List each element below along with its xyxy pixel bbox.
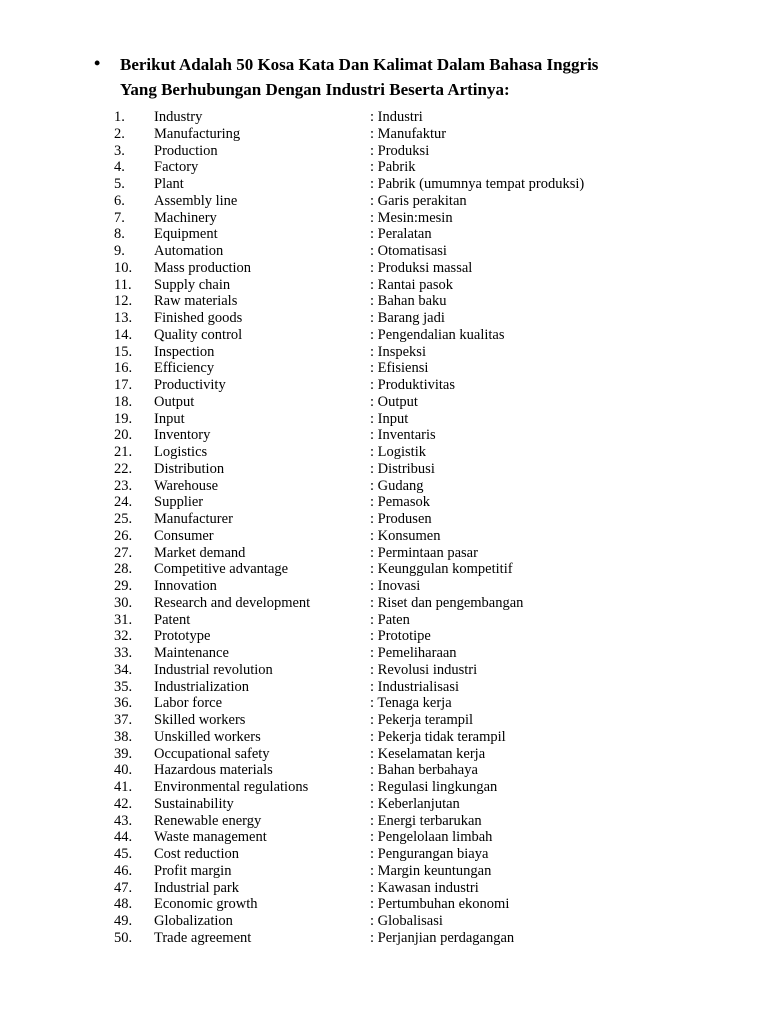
vocabulary-number: 30.	[114, 594, 133, 611]
vocabulary-row	[0, 327, 768, 344]
vocabulary-number: 23.	[114, 477, 133, 494]
vocabulary-row	[0, 561, 768, 578]
vocabulary-number: 37.	[114, 712, 133, 728]
vocabulary-meaning: : Efisiensi	[370, 360, 429, 377]
vocabulary-number: 47.	[114, 879, 133, 896]
vocabulary-term: Output	[154, 393, 195, 410]
vocabulary-meaning: : Pemeliharaan	[370, 645, 457, 661]
vocabulary-term: Finished goods	[154, 310, 243, 326]
vocabulary-number: 26.	[114, 527, 133, 544]
vocabulary-meaning: : Produsen	[370, 511, 432, 527]
vocabulary-meaning: : Pekerja terampil	[370, 712, 474, 728]
vocabulary-row	[0, 528, 768, 545]
heading-title	[120, 52, 598, 102]
vocabulary-row	[0, 896, 768, 913]
vocabulary-number: 14.	[114, 326, 133, 343]
vocabulary-term: Profit margin	[154, 862, 232, 879]
vocabulary-meaning: : Bahan berbahaya	[370, 762, 478, 779]
vocabulary-meaning: : Konsumen	[370, 527, 441, 544]
vocabulary-meaning: : Pengelolaan limbah	[370, 829, 493, 846]
vocabulary-meaning: : Pemasok	[370, 494, 431, 511]
vocabulary-term: Industrialization	[154, 678, 250, 695]
vocabulary-term: Supplier	[154, 494, 204, 511]
vocabulary-meaning: : Pengendalian kualitas	[370, 326, 505, 343]
vocabulary-term: Efficiency	[154, 360, 215, 377]
vocabulary-number: 43.	[114, 812, 133, 829]
vocabulary-meaning: : Otomatisasi	[370, 243, 447, 259]
vocabulary-row	[0, 243, 768, 260]
vocabulary-term: Inspection	[154, 343, 215, 360]
vocabulary-row	[0, 796, 768, 813]
vocabulary-row	[0, 109, 768, 126]
vocabulary-term: Equipment	[154, 226, 218, 243]
vocabulary-meaning: : Keselamatan kerja	[370, 745, 486, 762]
vocabulary-term: Market demand	[154, 544, 246, 561]
vocabulary-meaning: : Perjanjian perdagangan	[370, 929, 515, 946]
vocabulary-row	[0, 813, 768, 830]
vocabulary-row	[0, 545, 768, 562]
vocabulary-row	[0, 260, 768, 277]
vocabulary-meaning: : Produksi	[370, 142, 430, 159]
vocabulary-term: Automation	[154, 243, 224, 259]
vocabulary-row	[0, 880, 768, 897]
vocabulary-meaning: : Produksi massal	[370, 259, 473, 276]
vocabulary-meaning: : Gudang	[370, 477, 424, 494]
vocabulary-term: Environmental regulations	[154, 779, 309, 795]
heading-line-1: Berikut Adalah 50 Kosa Kata Dan Kalimat Dalam Bahasa Inggris	[120, 55, 599, 74]
vocabulary-row	[0, 578, 768, 595]
vocabulary-row	[0, 729, 768, 746]
vocabulary-meaning: : Distribusi	[370, 460, 435, 477]
vocabulary-number: 28.	[114, 561, 133, 578]
vocabulary-row	[0, 226, 768, 243]
vocabulary-number: 49.	[114, 913, 133, 929]
vocabulary-row	[0, 628, 768, 645]
vocabulary-meaning: : Revolusi industri	[370, 661, 478, 678]
vocabulary-term: Inventory	[154, 427, 211, 444]
vocabulary-row	[0, 612, 768, 629]
vocabulary-row	[0, 277, 768, 294]
vocabulary-number: 40.	[114, 762, 133, 779]
vocabulary-number: 20.	[114, 427, 133, 444]
heading-line-2: Yang Berhubungan Dengan Industri Beserta Artinya:	[120, 80, 510, 99]
vocabulary-meaning: : Regulasi lingkungan	[370, 779, 498, 795]
vocabulary-term: Supply chain	[154, 276, 231, 293]
vocabulary-number: 41.	[114, 779, 133, 795]
vocabulary-number: 29.	[114, 578, 133, 594]
vocabulary-term: Distribution	[154, 460, 225, 477]
vocabulary-row	[0, 377, 768, 394]
vocabulary-number: 7.	[114, 209, 125, 226]
vocabulary-number: 13.	[114, 310, 133, 326]
vocabulary-term: Prototype	[154, 628, 211, 645]
vocabulary-number: 36.	[114, 695, 133, 712]
vocabulary-meaning: : Manufaktur	[370, 125, 447, 142]
vocabulary-term: Consumer	[154, 527, 214, 544]
vocabulary-meaning: : Industri	[370, 109, 423, 125]
vocabulary-term: Waste management	[154, 829, 267, 846]
vocabulary-number: 32.	[114, 628, 133, 645]
vocabulary-term: Hazardous materials	[154, 762, 273, 779]
vocabulary-meaning: : Inventaris	[370, 427, 436, 444]
vocabulary-meaning: : Mesin:mesin	[370, 209, 453, 226]
vocabulary-meaning: : Input	[370, 410, 409, 427]
vocabulary-meaning: : Pekerja tidak terampil	[370, 728, 506, 745]
vocabulary-meaning: : Margin keuntungan	[370, 862, 492, 879]
vocabulary-row	[0, 394, 768, 411]
vocabulary-row	[0, 193, 768, 210]
vocabulary-number: 42.	[114, 795, 133, 812]
vocabulary-row	[0, 159, 768, 176]
vocabulary-number: 45.	[114, 846, 133, 862]
vocabulary-term: Research and development	[154, 594, 311, 611]
vocabulary-meaning: : Rantai pasok	[370, 276, 453, 293]
vocabulary-number: 21.	[114, 444, 133, 460]
vocabulary-term: Mass production	[154, 259, 252, 276]
vocabulary-row	[0, 344, 768, 361]
bullet-marker: •	[94, 53, 101, 73]
vocabulary-row	[0, 863, 768, 880]
vocabulary-row	[0, 712, 768, 729]
vocabulary-row	[0, 143, 768, 160]
vocabulary-number: 19.	[114, 410, 133, 427]
vocabulary-row	[0, 746, 768, 763]
vocabulary-meaning: : Keunggulan kompetitif	[370, 561, 513, 578]
vocabulary-number: 9.	[114, 243, 125, 259]
vocabulary-number: 46.	[114, 862, 133, 879]
vocabulary-term: Plant	[154, 176, 184, 192]
vocabulary-number: 35.	[114, 678, 133, 695]
vocabulary-number: 22.	[114, 460, 133, 477]
vocabulary-number: 18.	[114, 393, 133, 410]
vocabulary-term: Cost reduction	[154, 846, 239, 862]
vocabulary-meaning: : Prototipe	[370, 628, 431, 645]
vocabulary-term: Factory	[154, 159, 199, 176]
vocabulary-meaning: : Globalisasi	[370, 913, 443, 929]
vocabulary-number: 17.	[114, 377, 133, 393]
vocabulary-meaning: : Keberlanjutan	[370, 795, 460, 812]
vocabulary-meaning: : Tenaga kerja	[370, 695, 452, 712]
vocabulary-meaning: : Garis perakitan	[370, 192, 467, 209]
vocabulary-meaning: : Inovasi	[370, 578, 421, 594]
vocabulary-meaning: : Pertumbuhan ekonomi	[370, 896, 510, 913]
vocabulary-term: Renewable energy	[154, 812, 262, 829]
vocabulary-row	[0, 427, 768, 444]
vocabulary-term: Maintenance	[154, 645, 229, 661]
vocabulary-term: Raw materials	[154, 293, 238, 310]
vocabulary-number: 12.	[114, 293, 133, 310]
vocabulary-meaning: : Riset dan pengembangan	[370, 594, 524, 611]
vocabulary-row	[0, 494, 768, 511]
vocabulary-term: Industry	[154, 109, 203, 125]
vocabulary-term: Assembly line	[154, 192, 238, 209]
vocabulary-number: 15.	[114, 343, 133, 360]
vocabulary-number: 33.	[114, 645, 133, 661]
vocabulary-meaning: : Permintaan pasar	[370, 544, 478, 561]
vocabulary-row	[0, 595, 768, 612]
vocabulary-number: 8.	[114, 226, 125, 243]
vocabulary-row	[0, 762, 768, 779]
vocabulary-meaning: : Pengurangan biaya	[370, 846, 489, 862]
vocabulary-term: Sustainability	[154, 795, 234, 812]
vocabulary-number: 1.	[114, 109, 125, 125]
vocabulary-row	[0, 846, 768, 863]
vocabulary-number: 31.	[114, 611, 133, 628]
vocabulary-term: Production	[154, 142, 218, 159]
vocabulary-term: Economic growth	[154, 896, 258, 913]
vocabulary-list	[0, 109, 768, 947]
vocabulary-meaning: : Logistik	[370, 444, 426, 460]
vocabulary-number: 25.	[114, 511, 133, 527]
vocabulary-number: 44.	[114, 829, 133, 846]
vocabulary-row	[0, 679, 768, 696]
vocabulary-row	[0, 511, 768, 528]
vocabulary-number: 24.	[114, 494, 133, 511]
vocabulary-row	[0, 126, 768, 143]
vocabulary-term: Skilled workers	[154, 712, 246, 728]
vocabulary-term: Occupational safety	[154, 745, 270, 762]
vocabulary-number: 34.	[114, 661, 133, 678]
vocabulary-meaning: : Barang jadi	[370, 310, 445, 326]
vocabulary-term: Patent	[154, 611, 191, 628]
vocabulary-term: Machinery	[154, 209, 217, 226]
vocabulary-row	[0, 210, 768, 227]
vocabulary-number: 39.	[114, 745, 133, 762]
vocabulary-number: 50.	[114, 929, 133, 946]
vocabulary-row	[0, 310, 768, 327]
vocabulary-meaning: : Industrialisasi	[370, 678, 460, 695]
vocabulary-meaning: : Pabrik (umumnya tempat produksi)	[370, 176, 585, 192]
vocabulary-row	[0, 930, 768, 947]
vocabulary-meaning: : Paten	[370, 611, 410, 628]
vocabulary-term: Innovation	[154, 578, 217, 594]
vocabulary-meaning: : Output	[370, 393, 418, 410]
vocabulary-row	[0, 461, 768, 478]
vocabulary-row	[0, 913, 768, 930]
vocabulary-number: 5.	[114, 176, 125, 192]
vocabulary-term: Competitive advantage	[154, 561, 289, 578]
vocabulary-row	[0, 360, 768, 377]
vocabulary-meaning: : Peralatan	[370, 226, 432, 243]
vocabulary-number: 16.	[114, 360, 133, 377]
vocabulary-number: 2.	[114, 125, 125, 142]
vocabulary-term: Warehouse	[154, 477, 219, 494]
vocabulary-row	[0, 176, 768, 193]
vocabulary-row	[0, 293, 768, 310]
vocabulary-number: 4.	[114, 159, 125, 176]
vocabulary-number: 11.	[114, 276, 132, 293]
vocabulary-meaning: : Pabrik	[370, 159, 416, 176]
vocabulary-term: Logistics	[154, 444, 208, 460]
vocabulary-meaning: : Produktivitas	[370, 377, 455, 393]
vocabulary-term: Industrial park	[154, 879, 239, 896]
vocabulary-meaning: : Kawasan industri	[370, 879, 479, 896]
vocabulary-number: 6.	[114, 192, 125, 209]
vocabulary-row	[0, 779, 768, 796]
vocabulary-number: 10.	[114, 259, 133, 276]
vocabulary-number: 27.	[114, 544, 133, 561]
vocabulary-term: Labor force	[154, 695, 223, 712]
vocabulary-number: 3.	[114, 142, 125, 159]
vocabulary-row	[0, 695, 768, 712]
vocabulary-term: Unskilled workers	[154, 728, 261, 745]
vocabulary-row	[0, 662, 768, 679]
vocabulary-term: Manufacturing	[154, 125, 241, 142]
vocabulary-number: 38.	[114, 728, 133, 745]
vocabulary-term: Industrial revolution	[154, 661, 273, 678]
vocabulary-term: Input	[154, 410, 185, 427]
vocabulary-term: Quality control	[154, 326, 243, 343]
vocabulary-term: Productivity	[154, 377, 226, 393]
vocabulary-meaning: : Inspeksi	[370, 343, 426, 360]
vocabulary-term: Manufacturer	[154, 511, 233, 527]
vocabulary-number: 48.	[114, 896, 133, 913]
vocabulary-row	[0, 645, 768, 662]
vocabulary-row	[0, 411, 768, 428]
vocabulary-row	[0, 444, 768, 461]
vocabulary-meaning: : Bahan baku	[370, 293, 447, 310]
vocabulary-row	[0, 829, 768, 846]
vocabulary-meaning: : Energi terbarukan	[370, 812, 482, 829]
vocabulary-row	[0, 478, 768, 495]
vocabulary-term: Globalization	[154, 913, 233, 929]
vocabulary-term: Trade agreement	[154, 929, 252, 946]
